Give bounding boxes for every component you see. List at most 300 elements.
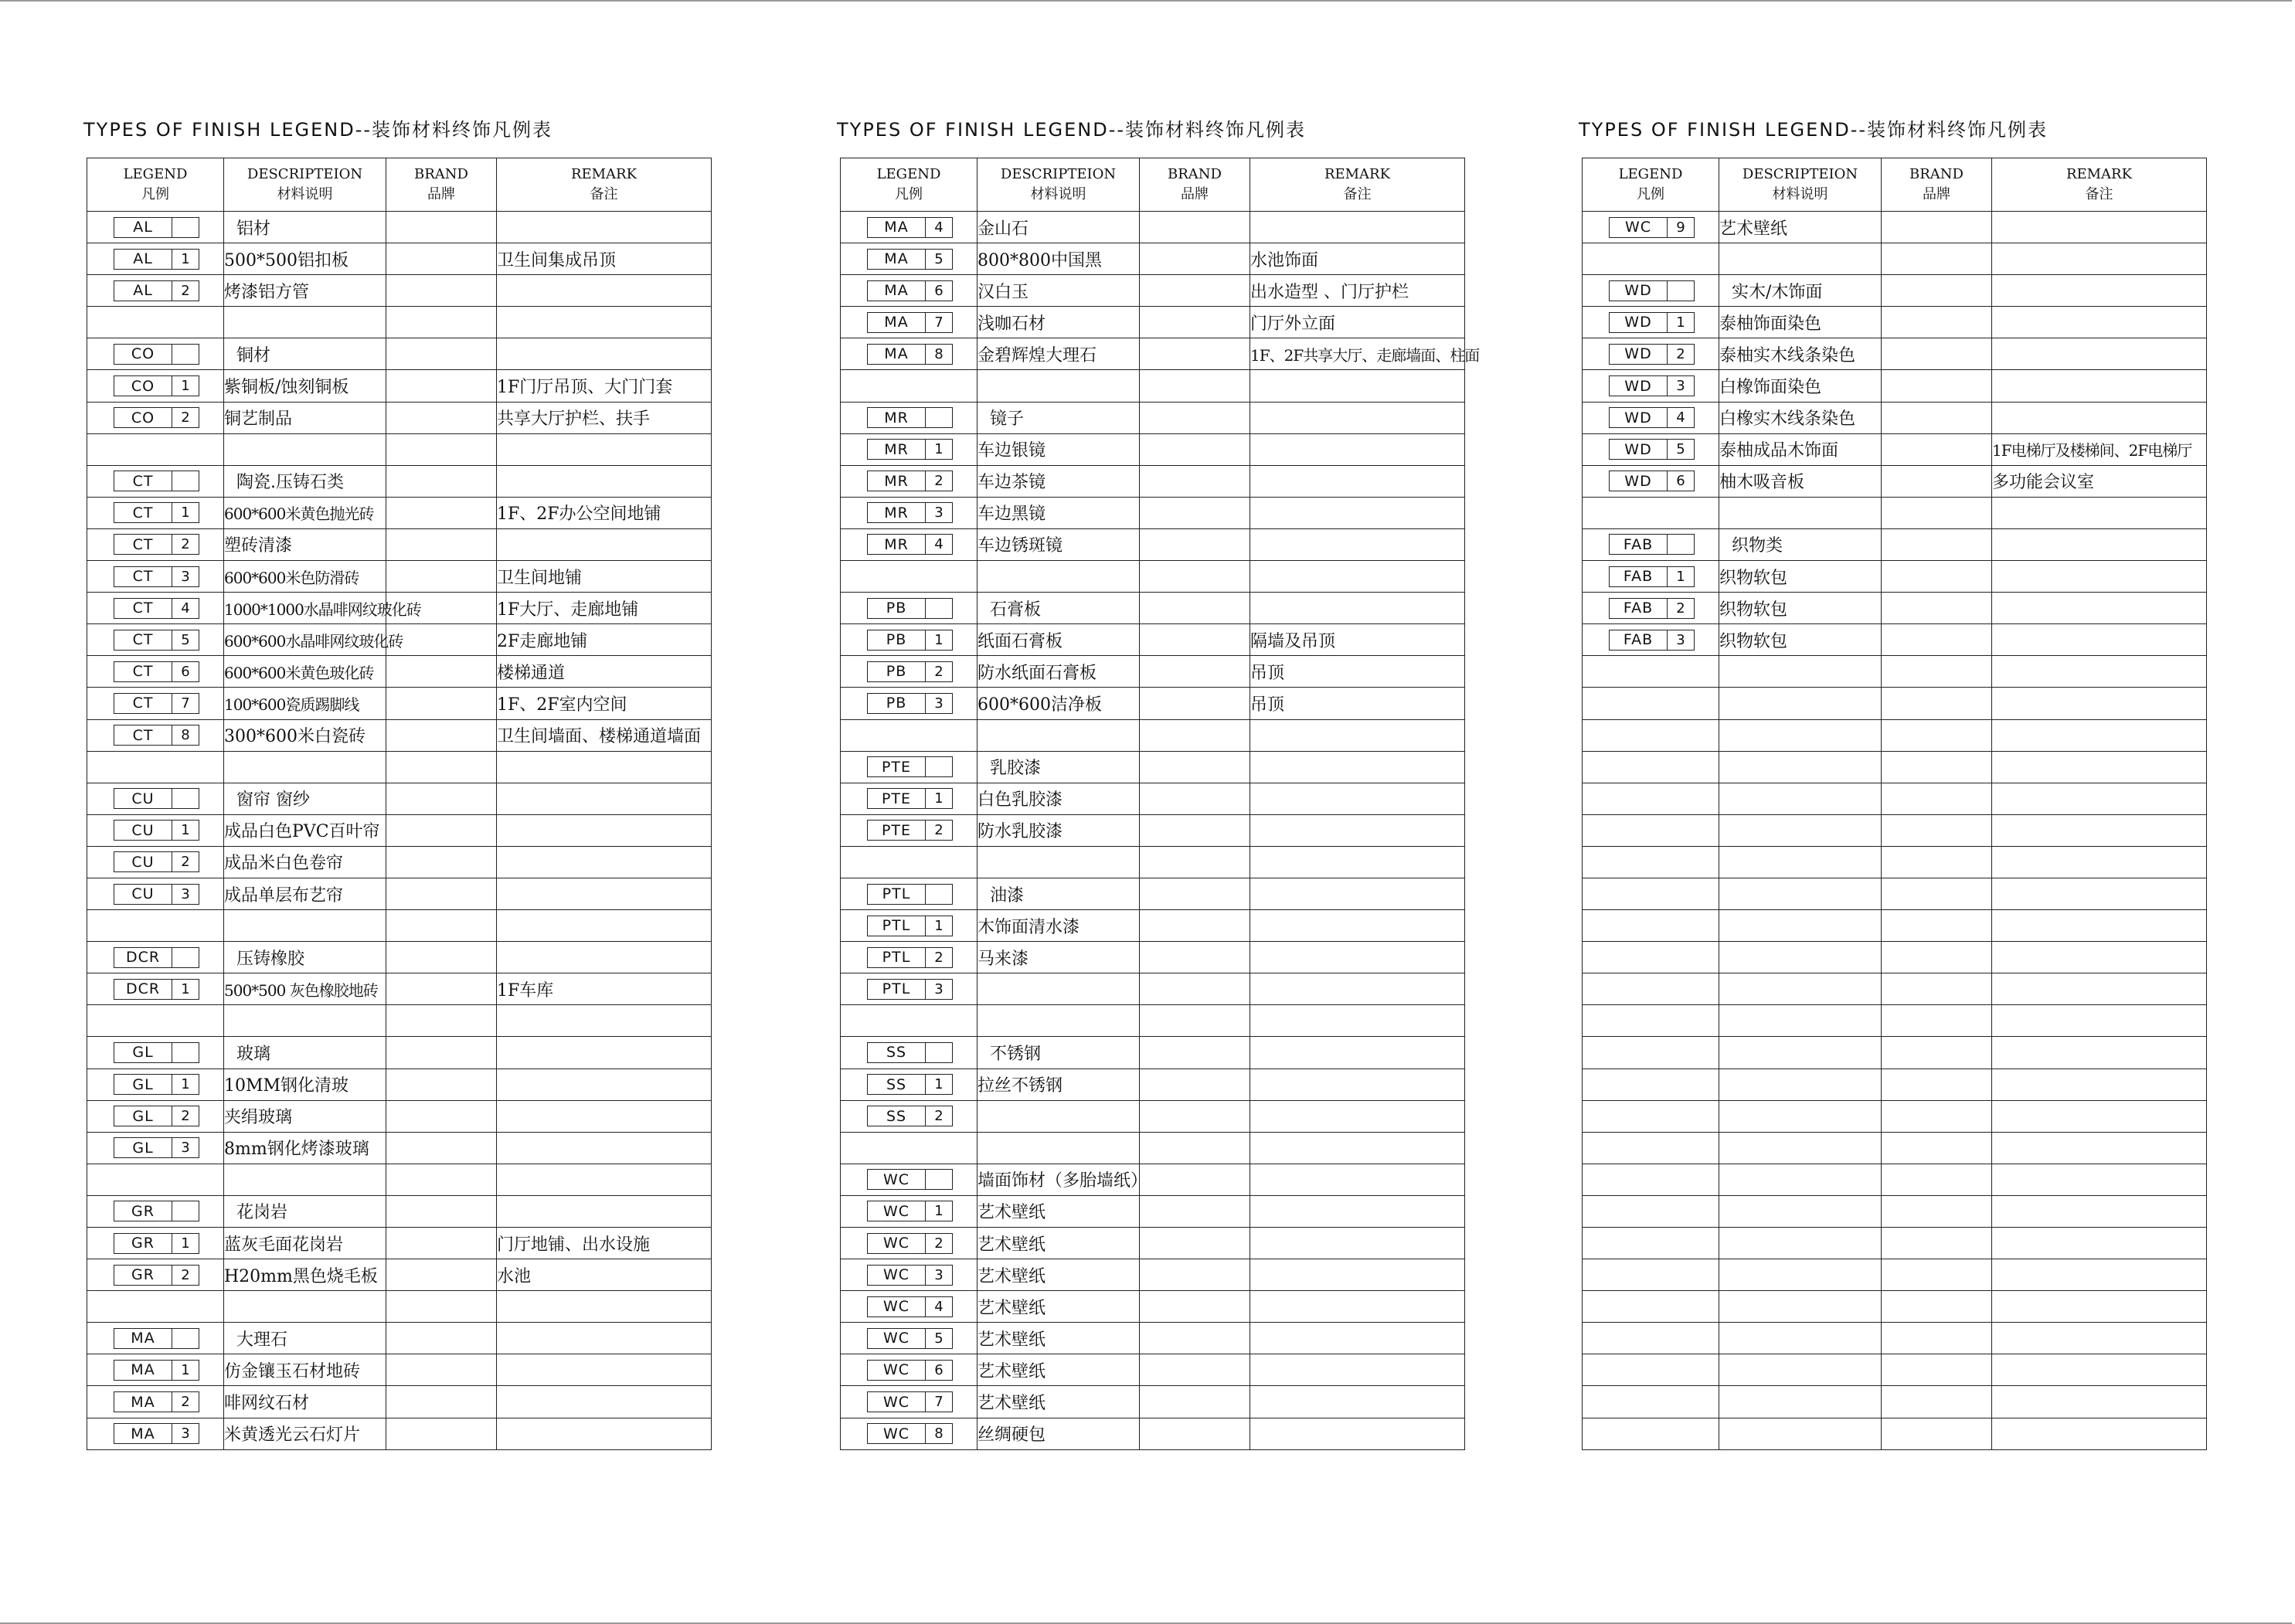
brand-cell xyxy=(386,307,497,338)
legend-cell xyxy=(1583,910,1719,942)
remark-cell xyxy=(1250,1323,1465,1354)
legend-cell xyxy=(87,656,224,688)
legend-cell xyxy=(1583,1069,1719,1100)
description-cell: 马来漆 xyxy=(978,942,1140,973)
legend-cell xyxy=(1583,1418,1719,1449)
table-row xyxy=(841,1005,1465,1037)
description-cell: 防水纸面石膏板 xyxy=(978,656,1140,688)
legend-cell xyxy=(841,402,978,433)
legend-number: 7 xyxy=(934,314,944,331)
brand-cell xyxy=(1882,910,1992,942)
legend-number xyxy=(1668,281,1694,301)
brand-cell xyxy=(386,338,497,370)
brand-cell xyxy=(1882,497,1992,528)
remark-cell xyxy=(1250,942,1465,973)
legend-number: 2 xyxy=(934,822,944,839)
remark-cell xyxy=(1250,1386,1465,1418)
remark-cell xyxy=(497,1386,712,1418)
legend-cell xyxy=(1583,1386,1719,1418)
legend-number xyxy=(172,218,199,237)
table-row xyxy=(1583,942,2207,973)
remark-cell xyxy=(1250,973,1465,1005)
legend-number xyxy=(172,471,199,491)
table-row xyxy=(87,814,712,846)
brand-cell xyxy=(1882,751,1992,783)
legend-code: CO xyxy=(114,376,172,396)
table-row xyxy=(841,1386,1465,1418)
brand-column-header xyxy=(1140,158,1250,212)
brand-cell xyxy=(1882,561,1992,593)
remark-cell xyxy=(497,878,712,909)
legend-code: PTL xyxy=(868,885,926,904)
description-cell: 艺术壁纸 xyxy=(978,1386,1140,1418)
description-cell xyxy=(1719,243,1882,275)
legend-code-box xyxy=(867,884,953,905)
remark-cell: 门厅外立面 xyxy=(1250,307,1465,338)
brand-cell xyxy=(386,1354,497,1386)
legend-code: MA xyxy=(868,218,926,237)
remark-column-header xyxy=(1250,158,1465,212)
remark-column-header-cn: 备注 xyxy=(1343,186,1372,202)
remark-cell xyxy=(1250,1291,1465,1323)
brand-cell xyxy=(386,1005,497,1037)
remark-cell xyxy=(1992,942,2207,973)
legend-code-box xyxy=(1609,312,1695,333)
brand-cell xyxy=(1140,1323,1250,1354)
legend-code: MA xyxy=(114,1424,172,1443)
brand-column-header-cn: 品牌 xyxy=(1923,186,1950,202)
description-cell xyxy=(1719,1291,1882,1323)
brand-cell xyxy=(1140,1100,1250,1132)
remark-cell: 门厅地铺、出水设施 xyxy=(497,1228,712,1259)
description-column-header-en: DESCRIPTEION xyxy=(1742,166,1858,182)
table-row xyxy=(1583,561,2207,593)
table-row xyxy=(841,814,1465,846)
table-row xyxy=(1583,910,2207,942)
legend-cell xyxy=(841,878,978,909)
legend-code: FAB xyxy=(1610,630,1668,650)
legend-cell xyxy=(1583,1259,1719,1291)
table-row xyxy=(841,973,1465,1005)
remark-cell xyxy=(1992,1132,2207,1164)
description-cell: 车边茶镜 xyxy=(978,465,1140,497)
legend-cell xyxy=(1583,243,1719,275)
header-row xyxy=(1583,158,2207,212)
remark-cell xyxy=(497,1195,712,1227)
legend-cell xyxy=(841,1323,978,1354)
description-cell: 玻璃 xyxy=(224,1037,386,1069)
legend-code: WC xyxy=(868,1361,926,1380)
header-row xyxy=(87,158,712,212)
table-row xyxy=(1583,593,2207,624)
legend-number: 5 xyxy=(181,631,190,648)
legend-code-box xyxy=(114,820,199,841)
legend-cell xyxy=(841,1132,978,1164)
table-row xyxy=(1583,243,2207,275)
table-row xyxy=(841,1069,1465,1100)
finish-legend-table xyxy=(1582,158,2207,1450)
legend-cell xyxy=(841,973,978,1005)
legend-cell xyxy=(841,1228,978,1259)
description-cell xyxy=(1719,1418,1882,1449)
brand-cell xyxy=(386,656,497,688)
description-cell: H20mm黑色烧毛板 xyxy=(224,1259,386,1291)
remark-cell xyxy=(497,814,712,846)
legend-code-box xyxy=(114,1233,199,1254)
brand-cell xyxy=(1140,307,1250,338)
remark-cell xyxy=(1992,307,2207,338)
brand-cell xyxy=(1140,1037,1250,1069)
table-row xyxy=(87,1354,712,1386)
brand-cell xyxy=(1140,370,1250,402)
legend-code: WC xyxy=(1610,218,1668,237)
legend-cell xyxy=(87,307,224,338)
legend-code-box xyxy=(867,407,953,428)
remark-cell xyxy=(497,465,712,497)
description-column-header-cn: 材料说明 xyxy=(1772,186,1828,202)
remark-cell xyxy=(1992,402,2207,433)
table-row xyxy=(1583,656,2207,688)
remark-cell xyxy=(1250,814,1465,846)
brand-cell xyxy=(386,751,497,783)
remark-cell xyxy=(1992,751,2207,783)
table-row xyxy=(1583,1228,2207,1259)
legend-code-box xyxy=(114,1137,199,1158)
brand-cell xyxy=(1882,1005,1992,1037)
finish-legend-table xyxy=(840,158,1480,1450)
legend-number xyxy=(926,408,952,427)
legend-cell xyxy=(841,528,978,560)
legend-cell xyxy=(87,212,224,243)
remark-cell xyxy=(497,1354,712,1386)
table-row xyxy=(87,688,712,719)
legend-cell xyxy=(1583,402,1719,433)
legend-number: 8 xyxy=(934,345,944,362)
table-row xyxy=(87,1386,712,1418)
table-row xyxy=(1583,212,2207,243)
description-cell: 500*500铝扣板 xyxy=(224,243,386,275)
brand-cell xyxy=(386,878,497,909)
description-cell: 木饰面清水漆 xyxy=(978,910,1140,942)
table-row xyxy=(1583,719,2207,751)
legend-code: GL xyxy=(114,1075,172,1094)
legend-number: 1 xyxy=(934,441,944,458)
legend-code-box xyxy=(867,1265,953,1286)
legend-number: 4 xyxy=(1676,409,1685,426)
legend-cell xyxy=(87,370,224,402)
description-cell: 浅咖石材 xyxy=(978,307,1140,338)
legend-cell xyxy=(87,1418,224,1449)
legend-code-box xyxy=(867,630,953,651)
legend-cell xyxy=(87,878,224,909)
brand-cell xyxy=(1140,402,1250,433)
table-row xyxy=(1583,1418,2207,1449)
table-row xyxy=(841,1323,1465,1354)
brand-cell xyxy=(1140,497,1250,528)
description-cell: 烤漆铝方管 xyxy=(224,275,386,307)
table-row xyxy=(841,719,1465,751)
legend-code-box xyxy=(114,1201,199,1221)
legend-code: AL xyxy=(114,281,172,301)
remark-cell: 多功能会议室 xyxy=(1992,465,2207,497)
legend-code: CT xyxy=(114,535,172,554)
description-cell: 车边黑镜 xyxy=(978,497,1140,528)
legend-code-box xyxy=(1609,598,1695,619)
table-row xyxy=(841,1132,1465,1164)
table-row xyxy=(87,1069,712,1100)
description-cell: 成品白色PVC百叶帘 xyxy=(224,814,386,846)
table-row xyxy=(87,1323,712,1354)
brand-cell xyxy=(1882,243,1992,275)
table-row xyxy=(87,973,712,1005)
legend-code-box xyxy=(114,1328,199,1349)
table-row xyxy=(841,275,1465,307)
description-cell: 压铸橡胶 xyxy=(224,942,386,973)
legend-cell xyxy=(1583,1323,1719,1354)
legend-code-box xyxy=(1609,280,1695,301)
legend-code-box xyxy=(867,788,953,809)
remark-cell xyxy=(497,307,712,338)
table-row xyxy=(841,1164,1465,1195)
legend-code-box xyxy=(114,407,199,428)
brand-column-header-cn: 品牌 xyxy=(427,186,455,202)
legend-cell xyxy=(841,497,978,528)
description-cell: 紫铜板/蚀刻铜板 xyxy=(224,370,386,402)
table-row xyxy=(1583,370,2207,402)
brand-cell xyxy=(1882,275,1992,307)
legend-code: WD xyxy=(1610,345,1668,364)
legend-code: PB xyxy=(868,630,926,650)
remark-cell: 水池饰面 xyxy=(1250,243,1465,275)
legend-code: WD xyxy=(1610,376,1668,396)
legend-code: PTE xyxy=(868,757,926,776)
legend-code-box xyxy=(1609,630,1695,651)
brand-cell xyxy=(1882,1132,1992,1164)
legend-code: WD xyxy=(1610,313,1668,332)
brand-cell xyxy=(1140,1069,1250,1100)
description-cell xyxy=(978,561,1140,593)
table-row xyxy=(841,212,1465,243)
legend-number: 2 xyxy=(181,409,190,426)
table-row xyxy=(841,465,1465,497)
brand-cell xyxy=(386,1132,497,1164)
legend-code: SS xyxy=(868,1075,926,1094)
legend-code-box xyxy=(867,1074,953,1095)
table-row xyxy=(1583,624,2207,656)
table-row xyxy=(1583,1323,2207,1354)
remark-cell: 1F门厅吊顶、大门门套 xyxy=(497,370,712,402)
legend-cell xyxy=(1583,433,1719,465)
description-column-header xyxy=(1719,158,1882,212)
brand-cell xyxy=(386,688,497,719)
description-cell: 8mm钢化烤漆玻璃 xyxy=(224,1132,386,1164)
legend-number: 1 xyxy=(934,631,944,648)
legend-cell xyxy=(841,814,978,846)
legend-code: SS xyxy=(868,1043,926,1062)
remark-cell xyxy=(497,433,712,465)
description-cell: 织物类 xyxy=(1719,528,1882,560)
finish-legend-table xyxy=(87,158,712,1450)
legend-number: 3 xyxy=(181,568,190,585)
table-row xyxy=(1583,1354,2207,1386)
legend-number xyxy=(172,345,199,364)
description-cell xyxy=(1719,973,1882,1005)
description-cell: 600*600米黄色玻化砖 xyxy=(224,656,386,688)
table-row xyxy=(1583,1100,2207,1132)
table-row xyxy=(87,433,712,465)
table-row xyxy=(87,1291,712,1323)
brand-cell xyxy=(1882,1228,1992,1259)
legend-cell xyxy=(87,1037,224,1069)
table-row xyxy=(841,1354,1465,1386)
brand-cell xyxy=(1140,465,1250,497)
legend-cell xyxy=(87,465,224,497)
legend-code: CT xyxy=(114,662,172,681)
brand-cell xyxy=(1882,1259,1992,1291)
legend-cell xyxy=(87,1259,224,1291)
description-column-header xyxy=(224,158,386,212)
legend-code: GL xyxy=(114,1106,172,1126)
legend-number xyxy=(172,1201,199,1221)
remark-cell xyxy=(1992,243,2207,275)
legend-number: 1 xyxy=(934,1076,944,1093)
description-cell: 成品米白色卷帘 xyxy=(224,846,386,878)
legend-cell xyxy=(1583,751,1719,783)
description-cell: 金山石 xyxy=(978,212,1140,243)
legend-number: 2 xyxy=(181,1394,190,1411)
legend-cell xyxy=(87,814,224,846)
legend-cell xyxy=(841,783,978,814)
legend-cell xyxy=(87,973,224,1005)
legend-code-box xyxy=(867,1201,953,1221)
table-row xyxy=(87,1005,712,1037)
brand-cell xyxy=(1140,719,1250,751)
remark-cell xyxy=(1992,528,2207,560)
description-cell: 艺术壁纸 xyxy=(978,1354,1140,1386)
legend-number: 2 xyxy=(934,949,944,966)
legend-number xyxy=(926,599,952,618)
description-cell: 600*600米色防滑砖 xyxy=(224,561,386,593)
brand-cell xyxy=(1882,1037,1992,1069)
brand-cell xyxy=(1140,624,1250,656)
legend-cell xyxy=(841,1354,978,1386)
legend-cell xyxy=(841,307,978,338)
legend-cell xyxy=(841,1164,978,1195)
remark-cell: 吊顶 xyxy=(1250,688,1465,719)
remark-cell xyxy=(1250,1037,1465,1069)
legend-cell xyxy=(841,1259,978,1291)
brand-column-header xyxy=(386,158,497,212)
legend-code: WC xyxy=(868,1329,926,1348)
legend-cell xyxy=(87,910,224,942)
legend-code-box xyxy=(114,217,199,238)
remark-cell xyxy=(497,1069,712,1100)
table-row xyxy=(841,910,1465,942)
legend-title: TYPES OF FINISH LEGEND--装饰材料终饰凡例表 xyxy=(83,119,553,141)
legend-number xyxy=(926,757,952,776)
table-row xyxy=(87,243,712,275)
description-cell: 米黄透光云石灯片 xyxy=(224,1418,386,1449)
table-row xyxy=(1583,402,2207,433)
remark-column-header xyxy=(497,158,712,212)
description-cell: 织物软包 xyxy=(1719,593,1882,624)
description-cell: 夹绢玻璃 xyxy=(224,1100,386,1132)
description-cell: 墙面饰材（多胎墙纸） xyxy=(978,1164,1140,1195)
legend-code: PTL xyxy=(868,980,926,999)
brand-cell xyxy=(1140,1195,1250,1227)
table-row xyxy=(1583,1386,2207,1418)
description-cell xyxy=(224,1291,386,1323)
legend-cell xyxy=(841,910,978,942)
remark-cell xyxy=(1250,497,1465,528)
brand-cell xyxy=(1140,561,1250,593)
legend-title: TYPES OF FINISH LEGEND--装饰材料终饰凡例表 xyxy=(1579,119,2048,141)
brand-cell xyxy=(386,1037,497,1069)
remark-cell: 卫生间集成吊顶 xyxy=(497,243,712,275)
legend-cell xyxy=(841,624,978,656)
legend-number: 4 xyxy=(934,1298,944,1315)
remark-column-header-en: REMARK xyxy=(1324,166,1391,182)
legend-cell xyxy=(1583,1164,1719,1195)
remark-cell xyxy=(1992,1386,2207,1418)
legend-cell xyxy=(87,783,224,814)
legend-code: WC xyxy=(868,1170,926,1189)
legend-cell xyxy=(841,1418,978,1449)
legend-code: PTE xyxy=(868,820,926,840)
description-cell: 蓝灰毛面花岗岩 xyxy=(224,1228,386,1259)
remark-cell xyxy=(1992,593,2207,624)
description-cell: 白色乳胶漆 xyxy=(978,783,1140,814)
brand-cell xyxy=(1882,783,1992,814)
legend-number: 1 xyxy=(181,1361,190,1378)
brand-cell xyxy=(1140,1291,1250,1323)
legend-code: PB xyxy=(868,694,926,713)
description-cell: 陶瓷.压铸石类 xyxy=(224,465,386,497)
brand-cell xyxy=(386,1069,497,1100)
brand-cell xyxy=(1882,1100,1992,1132)
table-row xyxy=(1583,1259,2207,1291)
description-cell: 石膏板 xyxy=(978,593,1140,624)
legend-code: WC xyxy=(868,1201,926,1221)
brand-cell xyxy=(1882,465,1992,497)
table-row xyxy=(1583,1132,2207,1164)
legend-cell xyxy=(841,656,978,688)
legend-number: 8 xyxy=(181,727,190,744)
table-row xyxy=(841,338,1465,370)
legend-cell xyxy=(87,528,224,560)
remark-cell xyxy=(1992,1195,2207,1227)
legend-code: FAB xyxy=(1610,535,1668,554)
brand-cell xyxy=(1882,1195,1992,1227)
brand-cell xyxy=(1140,751,1250,783)
table-row xyxy=(1583,1037,2207,1069)
brand-cell xyxy=(1882,338,1992,370)
description-cell: 织物软包 xyxy=(1719,624,1882,656)
legend-code-box xyxy=(114,471,199,491)
legend-number: 1 xyxy=(181,1235,190,1252)
remark-cell xyxy=(1992,1100,2207,1132)
table-row xyxy=(87,1195,712,1227)
legend-column-header-cn: 凡例 xyxy=(141,186,169,202)
table-row xyxy=(1583,1195,2207,1227)
legend-code: GR xyxy=(114,1201,172,1221)
table-row xyxy=(1583,1291,2207,1323)
legend-code: CT xyxy=(114,725,172,745)
remark-cell xyxy=(1992,1259,2207,1291)
brand-cell xyxy=(1882,370,1992,402)
table-row xyxy=(87,212,712,243)
description-cell: 花岗岩 xyxy=(224,1195,386,1227)
